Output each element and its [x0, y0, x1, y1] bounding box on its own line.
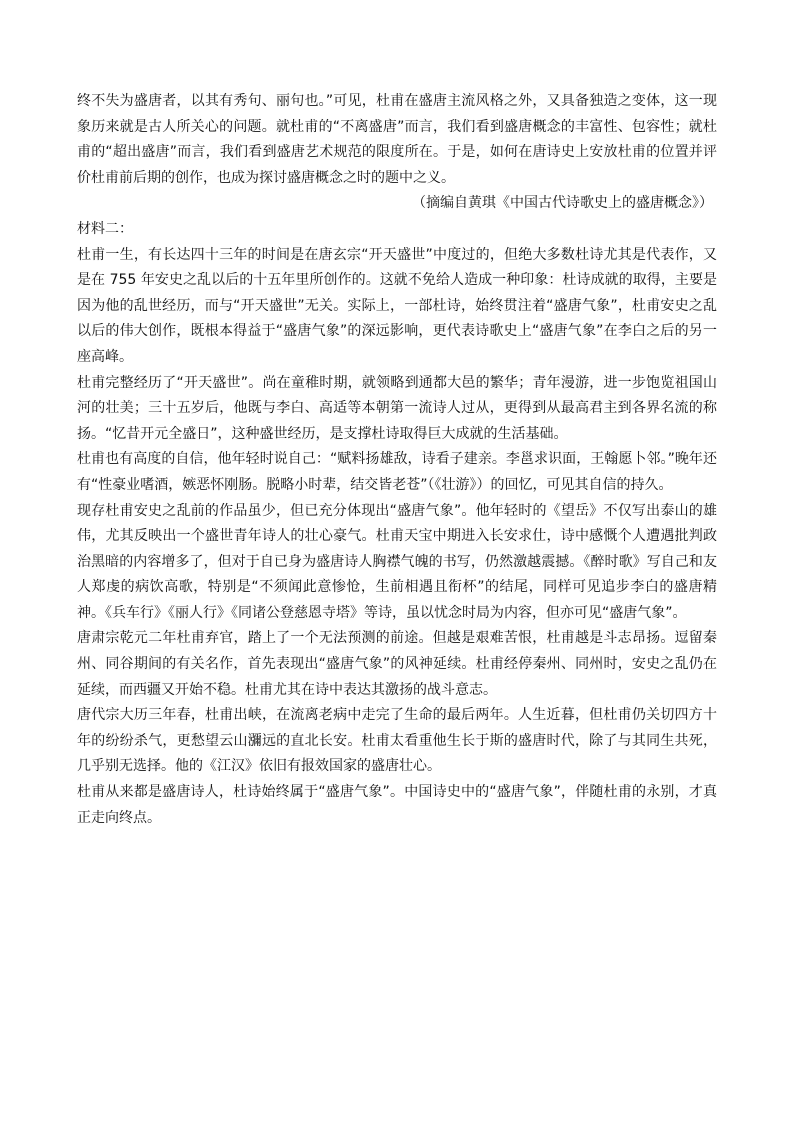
material2-heading: 材料二： — [77, 220, 133, 237]
document-page — [77, 89, 717, 831]
material2-paragraph-1: 杜甫一生，有长达四十三年的时间是在唐玄宗“开天盛世”中度过的，但绝大多数杜诗尤其是代表作，又是在 755 年安史之乱以后的十五年里所创作的。这就不免给人造成一种印象：杜诗成就的取得，主要是因为他的乱世经历，而与“开天盛世”无关。实际上，一部杜诗，始终贯注着“盛唐气象”，杜甫安史之乱以后的伟大创作，既根本得益于“盛唐气象”的深远影响，更代表诗歌史上“盛唐气象”在李白之后的另一座高峰。 — [77, 246, 717, 365]
material1-paragraph: 终不失为盛唐者，以其有秀句、丽句也。”可见，杜甫在盛唐主流风格之外，又具备独造之变体，这一现象历来就是古人所关心的问题。就杜甫的“不离盛唐”而言，我们看到盛唐概念的丰富性、包容性；就杜甫的“超出盛唐”而言，我们看到盛唐艺术规范的限度所在。于是，如何在唐诗史上安放杜甫的位置并评价杜甫前后期的创作，也成为探讨盛唐概念之时的题中之义。 — [77, 93, 717, 186]
material2-paragraph-3: 杜甫也有高度的自信，他年轻时说自己：“赋料扬雄敌，诗看子建亲。李邕求识面，王翰愿卜邻。”晚年还有“性豪业嗜酒，嫉恶怀刚肠。脱略小时辈，结交皆老苍”（《壮游》）的回忆，可见其自信的持久。 — [77, 451, 717, 493]
material2-paragraph-5: 唐肃宗乾元二年杜甫弃官，踏上了一个无法预测的前途。但越是艰难苦恨，杜甫越是斗志昂扬。逗留秦州、同谷期间的有关名作，首先表现出“盛唐气象”的风神延续。杜甫经停秦州、同州时，安史之乱仍在延续，而西疆又开始不稳。杜甫尤其在诗中表达其激扬的战斗意志。 — [77, 630, 717, 698]
material2-paragraph-4: 现存杜甫安史之乱前的作品虽少，但已充分体现出“盛唐气象”。他年轻时的《望岳》不仅写出泰山的雄伟，尤其反映出一个盛世青年诗人的壮心豪气。杜甫天宝中期进入长安求仕，诗中感慨个人遭遇批判政治黑暗的内容增多了，但对于自已身为盛唐诗人胸襟气魄的书写，仍然激越震撼。《醉时歌》写自己和友人郑虔的病饮高歌，特别是“不须闻此意惨怆，生前相遇且衔杯”的结尾，同样可见追步李白的盛唐精神。《兵车行》《丽人行》《同诸公登慈恩寺塔》等诗，虽以忧念时局为内容，但亦可见“盛唐气象”。 — [77, 502, 717, 621]
material1-source-citation: （摘编自黄琪《中国古代诗歌史上的盛唐概念》） — [412, 195, 713, 212]
material2-paragraph-7: 杜甫从来都是盛唐诗人，杜诗始终属于“盛唐气象”。中国诗史中的“盛唐气象”，伴随杜甫的永别，才真正走向终点。 — [77, 784, 717, 826]
material2-paragraph-6: 唐代宗大历三年春，杜甫出峡，在流离老病中走完了生命的最后两年。人生近暮，但杜甫仍关切四方十年的纷纷杀气，更愁望云山瀰远的直北长安。杜甫太看重他生长于斯的盛唐时代，除了与其同生共死，几乎别无选择。他的《江汉》依旧有报效国家的盛唐壮心。 — [77, 707, 717, 775]
material2-paragraph-2: 杜甫完整经历了“开天盛世”。尚在童稚时期，就领略到通都大邑的繁华；青年漫游，进一步饱览祖国山河的壮美；三十五岁后，他既与李白、高适等本朝第一流诗人过从，更得到从最高君主到各界名流的称扬。“忆昔开元全盛日”，这种盛世经历，是支撑杜诗取得巨大成就的生活基础。 — [77, 374, 717, 442]
